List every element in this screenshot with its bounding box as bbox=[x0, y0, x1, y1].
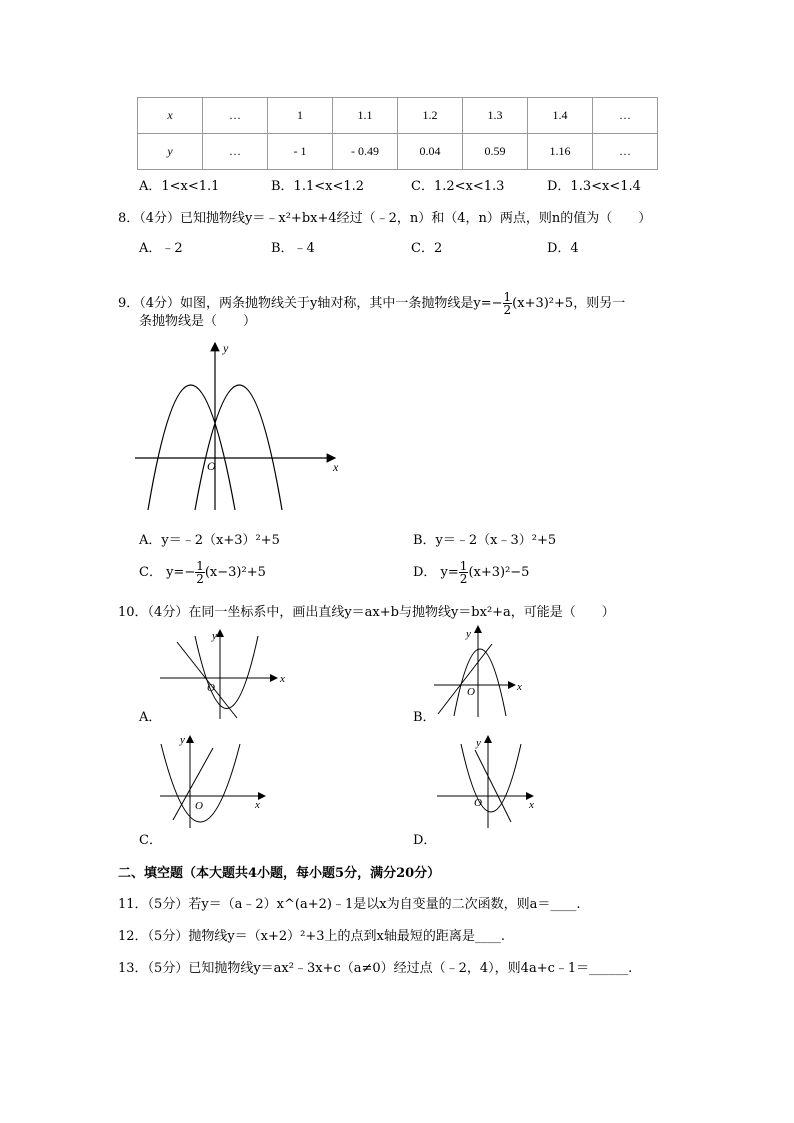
line bbox=[173, 748, 213, 820]
q9-option-c-fraction: $\frac{1}{2}$ bbox=[196, 559, 204, 586]
q8-stem: 8．（4分）已知抛物线y＝﹣x²+bx+4经过（﹣2，n）和（4，n）两点，则n的值为（ ） bbox=[118, 211, 652, 226]
q8-option-d[interactable]: D．4 bbox=[547, 241, 579, 256]
q9-option-b[interactable]: B．y＝﹣2（x﹣3）²+5 bbox=[413, 533, 557, 548]
table-cell: 1.4 bbox=[528, 98, 593, 134]
q9-given-fraction: $\frac{1}{2}$ bbox=[503, 290, 512, 317]
q10-graph-b bbox=[430, 622, 530, 722]
table-cell: … bbox=[203, 134, 268, 170]
q7-option-a[interactable]: A．1<x<1.1 bbox=[139, 179, 220, 194]
table-cell: y bbox=[138, 134, 203, 170]
q9-stem-after: ，则另一 bbox=[573, 296, 626, 311]
q9-stem-line2: 条抛物线是（ ） bbox=[139, 314, 257, 329]
q10-graph-d bbox=[433, 730, 548, 830]
svg-text:y: y bbox=[466, 628, 471, 640]
table-cell: 0.04 bbox=[398, 134, 463, 170]
q8-option-b[interactable]: B．﹣4 bbox=[271, 241, 315, 256]
table-cell: x bbox=[138, 98, 203, 134]
svg-text:O: O bbox=[474, 797, 482, 809]
q10-option-c[interactable]: C． bbox=[139, 833, 162, 848]
q12-stem: 12．（5分）抛物线y＝（x+2）²+3上的点到x轴最短的距离是____. bbox=[118, 929, 505, 944]
q13-stem: 13．（5分）已知抛物线y＝ax²﹣3x+c（a≠0）经过点（﹣2，4），则4a+c﹣1＝______. bbox=[118, 961, 633, 976]
q7-option-b[interactable]: B．1.1<x<1.2 bbox=[271, 179, 365, 194]
table-cell: - 0.49 bbox=[333, 134, 398, 170]
q9-origin-label: O bbox=[207, 459, 216, 473]
q7-option-d[interactable]: D．1.3<x<1.4 bbox=[547, 179, 641, 194]
svg-text:y: y bbox=[180, 734, 185, 746]
q9-y-label: y bbox=[223, 341, 229, 355]
value-table bbox=[137, 97, 658, 170]
section-title: 二、填空题（本大题共4小题，每小题5分，满分20分） bbox=[118, 866, 441, 881]
svg-text:O: O bbox=[467, 686, 475, 698]
q8-option-a[interactable]: A．﹣2 bbox=[139, 241, 183, 256]
svg-text:y: y bbox=[476, 737, 481, 749]
q10-graph-a bbox=[155, 626, 295, 721]
line bbox=[177, 642, 237, 718]
table-cell: 1.2 bbox=[398, 98, 463, 134]
table-cell: 1.16 bbox=[528, 134, 593, 170]
table-cell: 1.1 bbox=[333, 98, 398, 134]
q9-option-a[interactable]: A．y＝﹣2（x+3）²+5 bbox=[139, 533, 280, 548]
svg-text:O: O bbox=[195, 800, 203, 812]
svg-text:x: x bbox=[255, 799, 260, 811]
q10-option-d[interactable]: D． bbox=[413, 833, 437, 848]
svg-text:x: x bbox=[280, 673, 285, 685]
parabola bbox=[461, 744, 521, 812]
table-cell: … bbox=[593, 134, 658, 170]
q10-graph-c bbox=[155, 730, 275, 830]
q9-x-label: x bbox=[333, 460, 339, 474]
table-cell: - 1 bbox=[268, 134, 333, 170]
q9-given-prefix: y=− bbox=[473, 296, 503, 311]
q10-stem: 10．（4分）在同一坐标系中，画出直线y＝ax+b与抛物线y＝bx²+a，可能是（ ） bbox=[118, 605, 615, 620]
q9-option-d[interactable]: D． y= $\frac{1}{2}$ (x+3)²−5 bbox=[413, 559, 530, 586]
q9-option-c[interactable]: C． y=− $\frac{1}{2}$ (x−3)²+5 bbox=[139, 559, 266, 586]
q9-option-d-fraction: $\frac{1}{2}$ bbox=[459, 559, 468, 586]
table-cell: … bbox=[203, 98, 268, 134]
svg-text:O: O bbox=[207, 682, 215, 694]
q7-option-c[interactable]: C．1.2<x<1.3 bbox=[411, 179, 505, 194]
parabola bbox=[195, 636, 258, 709]
q10-option-a[interactable]: A． bbox=[139, 710, 162, 725]
table-cell: 1 bbox=[268, 98, 333, 134]
svg-text:x: x bbox=[529, 799, 534, 811]
line bbox=[438, 644, 492, 714]
q11-stem: 11．（5分）若y＝（a﹣2）x^(a+2)﹣1是以x为自变量的二次函数，则a＝____. bbox=[118, 897, 581, 912]
q10-option-b[interactable]: B． bbox=[413, 710, 436, 725]
q9-stem-before: 9．（4分）如图，两条抛物线关于y轴对称，其中一条抛物线是 bbox=[118, 296, 474, 311]
svg-text:y: y bbox=[212, 630, 217, 642]
table-row bbox=[138, 98, 658, 134]
table-cell: 1.3 bbox=[463, 98, 528, 134]
svg-text:x: x bbox=[517, 681, 522, 693]
q9-graph bbox=[130, 338, 345, 513]
q9-given-suffix: (x+3)²+5 bbox=[512, 296, 574, 311]
table-row bbox=[138, 134, 658, 170]
table-cell: … bbox=[593, 98, 658, 134]
table-cell: 0.59 bbox=[463, 134, 528, 170]
q8-option-c[interactable]: C．2 bbox=[411, 241, 443, 256]
